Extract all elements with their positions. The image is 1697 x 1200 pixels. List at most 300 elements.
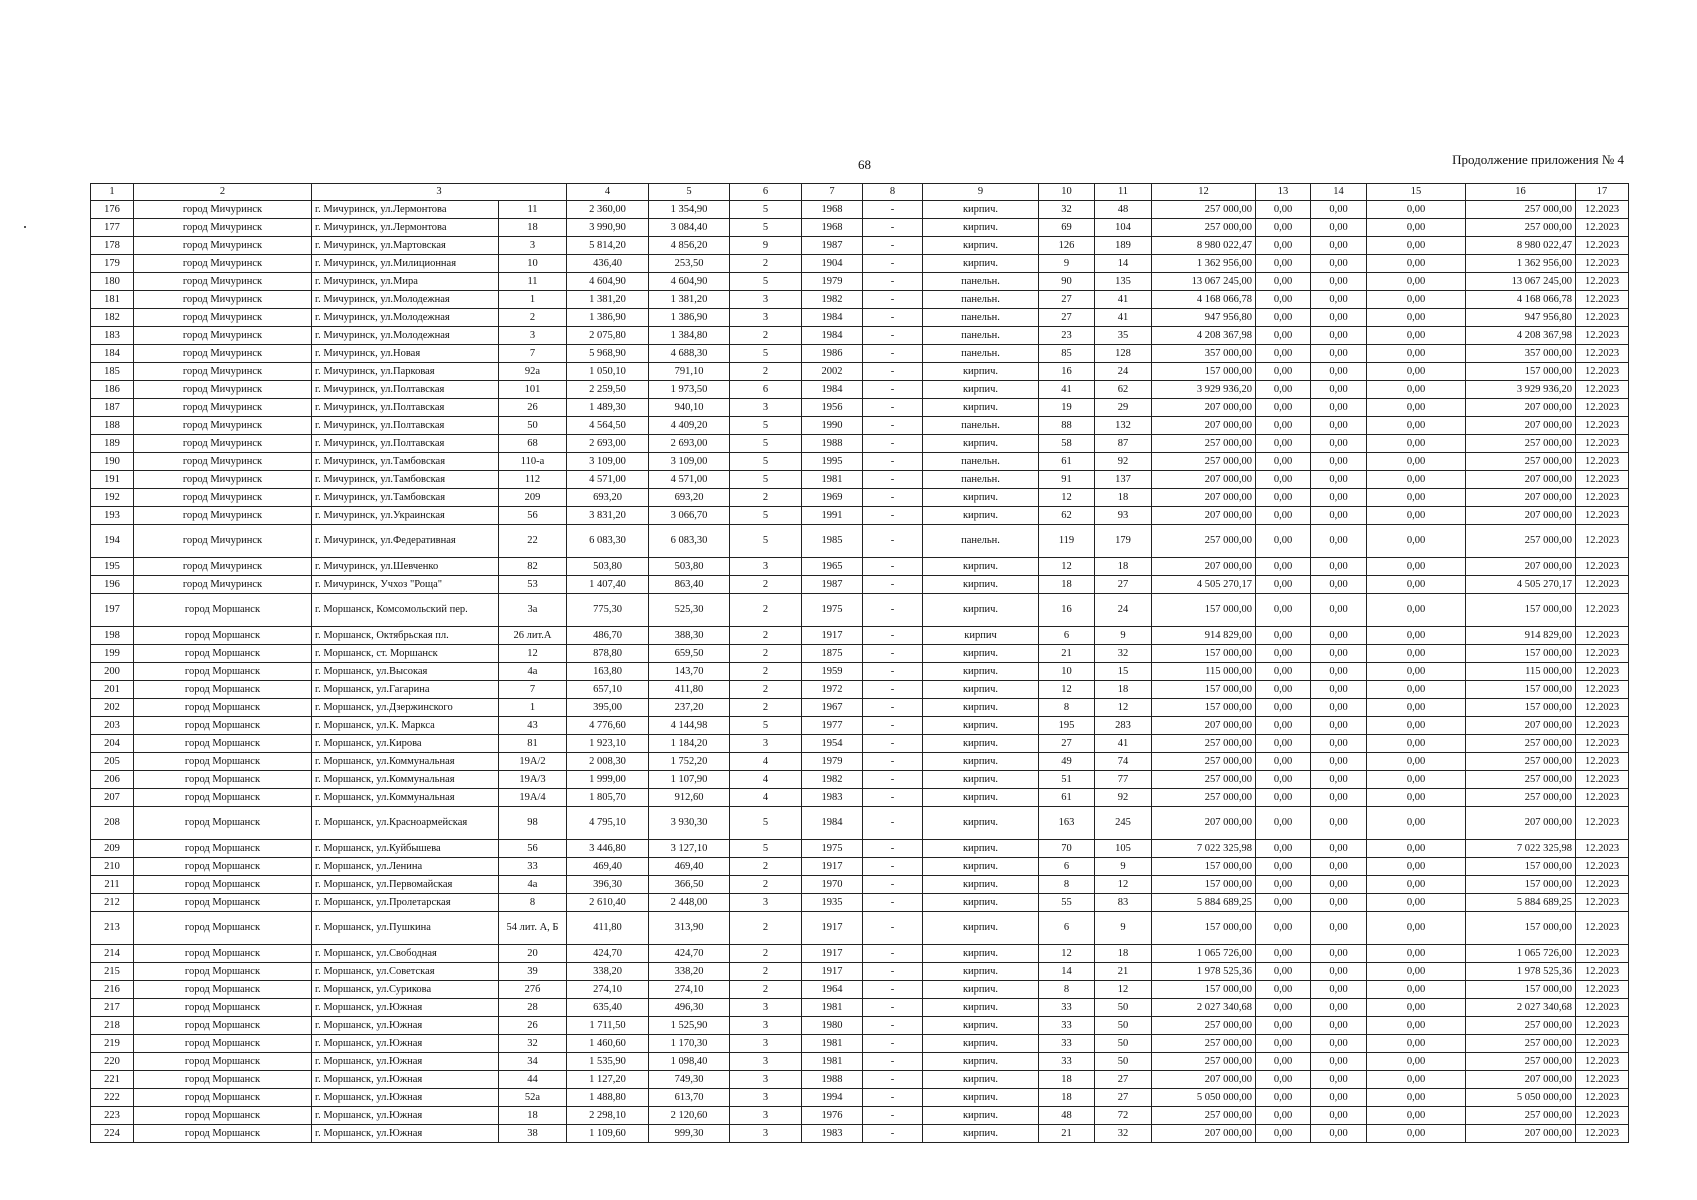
- cell-house-number: 10: [499, 255, 567, 273]
- cell-total-area: 274,10: [567, 981, 649, 999]
- cell-municipality: город Мичуринск: [134, 291, 312, 309]
- cell-apartments: 61: [1039, 453, 1095, 471]
- cell-apartments: 91: [1039, 471, 1095, 489]
- cell-completion-date: 12.2023: [1576, 981, 1629, 999]
- cell-cost-regional: 0,00: [1311, 291, 1367, 309]
- cell-completion-date: 12.2023: [1576, 525, 1629, 558]
- cell-apartments: 55: [1039, 894, 1095, 912]
- cell-floors: 5: [730, 471, 802, 489]
- cell-cost-regional: 0,00: [1311, 1017, 1367, 1035]
- cell-total-area: 5 814,20: [567, 237, 649, 255]
- cell-row-number: 195: [91, 558, 134, 576]
- cell-municipality: город Мичуринск: [134, 237, 312, 255]
- cell-apartments: 90: [1039, 273, 1095, 291]
- column-header: 1: [91, 184, 134, 201]
- cell-address: г. Моршанск, ул.Южная: [312, 1071, 499, 1089]
- cell-row-number: 194: [91, 525, 134, 558]
- cell-cost-regional: 0,00: [1311, 273, 1367, 291]
- table-body: [91, 201, 1629, 1143]
- cell-year-built: 1875: [802, 645, 863, 663]
- cell-year-renovated: -: [863, 576, 923, 594]
- cell-address: г. Мичуринск, ул.Украинская: [312, 507, 499, 525]
- column-header: 7: [802, 184, 863, 201]
- cell-apartments: 32: [1039, 201, 1095, 219]
- cell-year-built: 1991: [802, 507, 863, 525]
- column-header: 2: [134, 184, 312, 201]
- cell-house-number: 19А/3: [499, 771, 567, 789]
- cell-cost-federal: 0,00: [1256, 594, 1311, 627]
- cell-house-number: 56: [499, 840, 567, 858]
- cell-total-area: 1 460,60: [567, 1035, 649, 1053]
- cell-cost-regional: 0,00: [1311, 255, 1367, 273]
- table-row: [91, 840, 1629, 858]
- cell-address: г. Мичуринск, ул.Молодежная: [312, 309, 499, 327]
- cell-floors: 3: [730, 1017, 802, 1035]
- cell-year-renovated: -: [863, 345, 923, 363]
- cell-wall-material: кирпич.: [923, 789, 1039, 807]
- cell-house-number: 19А/2: [499, 753, 567, 771]
- cell-completion-date: 12.2023: [1576, 876, 1629, 894]
- cell-total-area: 163,80: [567, 663, 649, 681]
- cell-house-number: 3а: [499, 594, 567, 627]
- cell-cost-total: 1 362 956,00: [1152, 255, 1256, 273]
- cell-row-number: 193: [91, 507, 134, 525]
- cell-cost-local: 0,00: [1367, 1017, 1466, 1035]
- cell-living-area: 4 856,20: [649, 237, 730, 255]
- cell-cost-owners: 257 000,00: [1466, 1053, 1576, 1071]
- cell-year-built: 1987: [802, 237, 863, 255]
- cell-house-number: 110-а: [499, 453, 567, 471]
- cell-residents: 83: [1095, 894, 1152, 912]
- cell-cost-total: 257 000,00: [1152, 753, 1256, 771]
- cell-floors: 9: [730, 237, 802, 255]
- cell-cost-owners: 257 000,00: [1466, 753, 1576, 771]
- cell-cost-owners: 947 956,80: [1466, 309, 1576, 327]
- cell-house-number: 7: [499, 681, 567, 699]
- cell-residents: 29: [1095, 399, 1152, 417]
- cell-year-renovated: -: [863, 327, 923, 345]
- cell-year-built: 1984: [802, 381, 863, 399]
- table-row: [91, 945, 1629, 963]
- page-number: 68: [858, 157, 871, 172]
- cell-wall-material: кирпич.: [923, 663, 1039, 681]
- cell-cost-total: 157 000,00: [1152, 912, 1256, 945]
- table-row: [91, 894, 1629, 912]
- cell-total-area: 3 831,20: [567, 507, 649, 525]
- cell-year-renovated: -: [863, 471, 923, 489]
- cell-house-number: 39: [499, 963, 567, 981]
- cell-total-area: 2 610,40: [567, 894, 649, 912]
- cell-completion-date: 12.2023: [1576, 771, 1629, 789]
- cell-cost-owners: 4 208 367,98: [1466, 327, 1576, 345]
- cell-cost-total: 1 978 525,36: [1152, 963, 1256, 981]
- cell-address: г. Мичуринск, ул.Мартовская: [312, 237, 499, 255]
- cell-cost-owners: 207 000,00: [1466, 1125, 1576, 1143]
- cell-floors: 2: [730, 627, 802, 645]
- cell-floors: 5: [730, 273, 802, 291]
- cell-cost-federal: 0,00: [1256, 309, 1311, 327]
- cell-address: г. Моршанск, ул.Коммунальная: [312, 753, 499, 771]
- cell-year-built: 1981: [802, 999, 863, 1017]
- cell-year-renovated: -: [863, 1071, 923, 1089]
- cell-cost-owners: 8 980 022,47: [1466, 237, 1576, 255]
- cell-apartments: 6: [1039, 858, 1095, 876]
- column-header: 10: [1039, 184, 1095, 201]
- cell-year-renovated: -: [863, 273, 923, 291]
- cell-completion-date: 12.2023: [1576, 1071, 1629, 1089]
- cell-living-area: 3 109,00: [649, 453, 730, 471]
- cell-cost-owners: 157 000,00: [1466, 858, 1576, 876]
- register-table: [90, 183, 1629, 1143]
- cell-completion-date: 12.2023: [1576, 963, 1629, 981]
- cell-cost-federal: 0,00: [1256, 963, 1311, 981]
- cell-row-number: 223: [91, 1107, 134, 1125]
- cell-cost-regional: 0,00: [1311, 327, 1367, 345]
- cell-cost-regional: 0,00: [1311, 912, 1367, 945]
- header-row: [91, 184, 1629, 201]
- cell-cost-total: 157 000,00: [1152, 594, 1256, 627]
- cell-year-built: 1979: [802, 753, 863, 771]
- cell-row-number: 198: [91, 627, 134, 645]
- table-row: [91, 1125, 1629, 1143]
- cell-residents: 132: [1095, 417, 1152, 435]
- cell-apartments: 33: [1039, 1017, 1095, 1035]
- cell-apartments: 85: [1039, 345, 1095, 363]
- cell-cost-total: 914 829,00: [1152, 627, 1256, 645]
- cell-residents: 32: [1095, 645, 1152, 663]
- cell-cost-regional: 0,00: [1311, 453, 1367, 471]
- cell-year-renovated: -: [863, 753, 923, 771]
- cell-completion-date: 12.2023: [1576, 699, 1629, 717]
- cell-year-built: 1981: [802, 1035, 863, 1053]
- cell-apartments: 21: [1039, 1125, 1095, 1143]
- cell-address: г. Моршанск, ул.Высокая: [312, 663, 499, 681]
- cell-cost-federal: 0,00: [1256, 735, 1311, 753]
- cell-total-area: 2 008,30: [567, 753, 649, 771]
- table-row: [91, 471, 1629, 489]
- cell-wall-material: панельн.: [923, 417, 1039, 435]
- cell-municipality: город Моршанск: [134, 912, 312, 945]
- cell-wall-material: панельн.: [923, 291, 1039, 309]
- cell-address: г. Моршанск, ул.Советская: [312, 963, 499, 981]
- cell-row-number: 189: [91, 435, 134, 453]
- cell-completion-date: 12.2023: [1576, 645, 1629, 663]
- cell-municipality: город Мичуринск: [134, 576, 312, 594]
- cell-address: г. Моршанск, ул.Коммунальная: [312, 771, 499, 789]
- cell-floors: 2: [730, 699, 802, 717]
- cell-cost-federal: 0,00: [1256, 681, 1311, 699]
- cell-house-number: 12: [499, 645, 567, 663]
- cell-row-number: 212: [91, 894, 134, 912]
- cell-cost-federal: 0,00: [1256, 1107, 1311, 1125]
- scan-dot: [24, 226, 26, 228]
- cell-cost-federal: 0,00: [1256, 381, 1311, 399]
- cell-cost-owners: 257 000,00: [1466, 1107, 1576, 1125]
- cell-living-area: 3 066,70: [649, 507, 730, 525]
- cell-municipality: город Мичуринск: [134, 327, 312, 345]
- cell-cost-federal: 0,00: [1256, 753, 1311, 771]
- cell-floors: 5: [730, 345, 802, 363]
- cell-year-renovated: -: [863, 789, 923, 807]
- cell-address: г. Мичуринск, ул.Парковая: [312, 363, 499, 381]
- cell-cost-federal: 0,00: [1256, 663, 1311, 681]
- cell-wall-material: панельн.: [923, 309, 1039, 327]
- cell-residents: 9: [1095, 912, 1152, 945]
- cell-completion-date: 12.2023: [1576, 558, 1629, 576]
- cell-residents: 50: [1095, 1053, 1152, 1071]
- cell-cost-local: 0,00: [1367, 771, 1466, 789]
- cell-year-renovated: -: [863, 999, 923, 1017]
- cell-cost-regional: 0,00: [1311, 525, 1367, 558]
- table-row: [91, 858, 1629, 876]
- cell-year-built: 1983: [802, 789, 863, 807]
- cell-residents: 27: [1095, 1071, 1152, 1089]
- cell-year-renovated: -: [863, 453, 923, 471]
- cell-cost-federal: 0,00: [1256, 453, 1311, 471]
- cell-cost-regional: 0,00: [1311, 699, 1367, 717]
- cell-cost-total: 207 000,00: [1152, 558, 1256, 576]
- cell-cost-federal: 0,00: [1256, 507, 1311, 525]
- cell-year-built: 2002: [802, 363, 863, 381]
- cell-year-renovated: -: [863, 381, 923, 399]
- cell-municipality: город Мичуринск: [134, 309, 312, 327]
- cell-residents: 18: [1095, 681, 1152, 699]
- cell-residents: 77: [1095, 771, 1152, 789]
- table-row: [91, 435, 1629, 453]
- cell-wall-material: панельн.: [923, 525, 1039, 558]
- cell-cost-owners: 257 000,00: [1466, 201, 1576, 219]
- cell-cost-total: 8 980 022,47: [1152, 237, 1256, 255]
- cell-address: г. Моршанск, ул.К. Маркса: [312, 717, 499, 735]
- cell-apartments: 69: [1039, 219, 1095, 237]
- cell-year-renovated: -: [863, 717, 923, 735]
- cell-year-renovated: -: [863, 489, 923, 507]
- cell-floors: 5: [730, 807, 802, 840]
- cell-cost-regional: 0,00: [1311, 435, 1367, 453]
- cell-floors: 2: [730, 576, 802, 594]
- cell-living-area: 2 693,00: [649, 435, 730, 453]
- cell-cost-local: 0,00: [1367, 789, 1466, 807]
- cell-living-area: 424,70: [649, 945, 730, 963]
- cell-living-area: 4 409,20: [649, 417, 730, 435]
- cell-municipality: город Моршанск: [134, 1089, 312, 1107]
- cell-year-renovated: -: [863, 435, 923, 453]
- table-row: [91, 681, 1629, 699]
- cell-municipality: город Моршанск: [134, 1125, 312, 1143]
- cell-completion-date: 12.2023: [1576, 663, 1629, 681]
- cell-cost-owners: 157 000,00: [1466, 876, 1576, 894]
- table-row: [91, 876, 1629, 894]
- cell-cost-total: 257 000,00: [1152, 735, 1256, 753]
- cell-cost-federal: 0,00: [1256, 894, 1311, 912]
- cell-total-area: 2 693,00: [567, 435, 649, 453]
- cell-cost-local: 0,00: [1367, 1107, 1466, 1125]
- cell-wall-material: кирпич.: [923, 201, 1039, 219]
- cell-house-number: 27б: [499, 981, 567, 999]
- cell-cost-total: 157 000,00: [1152, 876, 1256, 894]
- cell-wall-material: панельн.: [923, 273, 1039, 291]
- cell-apartments: 41: [1039, 381, 1095, 399]
- cell-cost-owners: 5 050 000,00: [1466, 1089, 1576, 1107]
- cell-apartments: 126: [1039, 237, 1095, 255]
- cell-residents: 35: [1095, 327, 1152, 345]
- cell-apartments: 195: [1039, 717, 1095, 735]
- cell-row-number: 201: [91, 681, 134, 699]
- cell-apartments: 8: [1039, 699, 1095, 717]
- cell-row-number: 186: [91, 381, 134, 399]
- cell-floors: 2: [730, 945, 802, 963]
- cell-cost-federal: 0,00: [1256, 399, 1311, 417]
- cell-total-area: 1 386,90: [567, 309, 649, 327]
- cell-cost-owners: 157 000,00: [1466, 981, 1576, 999]
- cell-address: г. Мичуринск, ул.Полтавская: [312, 381, 499, 399]
- cell-cost-regional: 0,00: [1311, 1107, 1367, 1125]
- cell-wall-material: кирпич.: [923, 894, 1039, 912]
- column-header: 14: [1311, 184, 1367, 201]
- cell-apartments: 16: [1039, 594, 1095, 627]
- cell-year-built: 1988: [802, 1071, 863, 1089]
- cell-cost-regional: 0,00: [1311, 507, 1367, 525]
- cell-row-number: 211: [91, 876, 134, 894]
- table-row: [91, 645, 1629, 663]
- cell-cost-federal: 0,00: [1256, 807, 1311, 840]
- cell-apartments: 62: [1039, 507, 1095, 525]
- table-row: [91, 291, 1629, 309]
- cell-year-renovated: -: [863, 201, 923, 219]
- table-row: [91, 807, 1629, 840]
- cell-wall-material: кирпич.: [923, 963, 1039, 981]
- cell-living-area: 469,40: [649, 858, 730, 876]
- cell-completion-date: 12.2023: [1576, 471, 1629, 489]
- cell-year-renovated: -: [863, 1089, 923, 1107]
- cell-completion-date: 12.2023: [1576, 489, 1629, 507]
- cell-cost-owners: 257 000,00: [1466, 435, 1576, 453]
- cell-cost-owners: 1 362 956,00: [1466, 255, 1576, 273]
- cell-house-number: 22: [499, 525, 567, 558]
- cell-house-number: 7: [499, 345, 567, 363]
- cell-floors: 3: [730, 1125, 802, 1143]
- cell-cost-owners: 157 000,00: [1466, 363, 1576, 381]
- cell-wall-material: панельн.: [923, 471, 1039, 489]
- cell-year-renovated: -: [863, 912, 923, 945]
- cell-apartments: 6: [1039, 627, 1095, 645]
- cell-cost-federal: 0,00: [1256, 435, 1311, 453]
- cell-year-renovated: -: [863, 771, 923, 789]
- cell-address: г. Моршанск, ул.Южная: [312, 1035, 499, 1053]
- cell-cost-local: 0,00: [1367, 858, 1466, 876]
- cell-floors: 5: [730, 435, 802, 453]
- cell-total-area: 1 050,10: [567, 363, 649, 381]
- cell-living-area: 2 448,00: [649, 894, 730, 912]
- cell-year-renovated: -: [863, 1107, 923, 1125]
- table-row: [91, 771, 1629, 789]
- cell-apartments: 12: [1039, 945, 1095, 963]
- cell-total-area: 775,30: [567, 594, 649, 627]
- cell-apartments: 61: [1039, 789, 1095, 807]
- cell-year-built: 1959: [802, 663, 863, 681]
- cell-floors: 2: [730, 681, 802, 699]
- cell-total-area: 436,40: [567, 255, 649, 273]
- cell-total-area: 5 968,90: [567, 345, 649, 363]
- cell-year-renovated: -: [863, 681, 923, 699]
- cell-cost-federal: 0,00: [1256, 912, 1311, 945]
- cell-municipality: город Моршанск: [134, 807, 312, 840]
- cell-cost-regional: 0,00: [1311, 981, 1367, 999]
- cell-total-area: 338,20: [567, 963, 649, 981]
- cell-cost-owners: 5 884 689,25: [1466, 894, 1576, 912]
- cell-row-number: 191: [91, 471, 134, 489]
- cell-cost-local: 0,00: [1367, 594, 1466, 627]
- cell-cost-regional: 0,00: [1311, 558, 1367, 576]
- cell-row-number: 213: [91, 912, 134, 945]
- cell-cost-local: 0,00: [1367, 507, 1466, 525]
- cell-cost-regional: 0,00: [1311, 471, 1367, 489]
- cell-year-renovated: -: [863, 894, 923, 912]
- cell-total-area: 1 109,60: [567, 1125, 649, 1143]
- cell-cost-total: 357 000,00: [1152, 345, 1256, 363]
- column-header: 6: [730, 184, 802, 201]
- cell-year-built: 1917: [802, 945, 863, 963]
- cell-wall-material: кирпич.: [923, 735, 1039, 753]
- cell-municipality: город Моршанск: [134, 681, 312, 699]
- cell-residents: 27: [1095, 576, 1152, 594]
- cell-floors: 5: [730, 201, 802, 219]
- cell-apartments: 8: [1039, 876, 1095, 894]
- cell-residents: 135: [1095, 273, 1152, 291]
- cell-cost-owners: 257 000,00: [1466, 735, 1576, 753]
- cell-apartments: 23: [1039, 327, 1095, 345]
- cell-row-number: 209: [91, 840, 134, 858]
- cell-cost-owners: 207 000,00: [1466, 417, 1576, 435]
- cell-cost-owners: 157 000,00: [1466, 912, 1576, 945]
- table-row: [91, 363, 1629, 381]
- cell-year-built: 1976: [802, 1107, 863, 1125]
- cell-cost-local: 0,00: [1367, 417, 1466, 435]
- cell-year-built: 1969: [802, 489, 863, 507]
- cell-cost-regional: 0,00: [1311, 645, 1367, 663]
- table-row: [91, 219, 1629, 237]
- cell-floors: 2: [730, 255, 802, 273]
- cell-wall-material: кирпич.: [923, 840, 1039, 858]
- cell-living-area: 3 127,10: [649, 840, 730, 858]
- cell-living-area: 525,30: [649, 594, 730, 627]
- cell-municipality: город Моршанск: [134, 1035, 312, 1053]
- cell-year-built: 1984: [802, 327, 863, 345]
- cell-row-number: 215: [91, 963, 134, 981]
- cell-cost-total: 207 000,00: [1152, 489, 1256, 507]
- cell-floors: 2: [730, 363, 802, 381]
- cell-cost-federal: 0,00: [1256, 327, 1311, 345]
- table-row: [91, 699, 1629, 717]
- cell-residents: 41: [1095, 735, 1152, 753]
- cell-floors: 2: [730, 912, 802, 945]
- cell-floors: 5: [730, 717, 802, 735]
- table-row: [91, 417, 1629, 435]
- cell-year-built: 1935: [802, 894, 863, 912]
- column-header: 11: [1095, 184, 1152, 201]
- cell-municipality: город Моршанск: [134, 999, 312, 1017]
- cell-cost-regional: 0,00: [1311, 840, 1367, 858]
- cell-cost-total: 257 000,00: [1152, 1035, 1256, 1053]
- cell-living-area: 1 107,90: [649, 771, 730, 789]
- cell-municipality: город Моршанск: [134, 771, 312, 789]
- cell-row-number: 176: [91, 201, 134, 219]
- cell-cost-owners: 257 000,00: [1466, 771, 1576, 789]
- cell-total-area: 1 488,80: [567, 1089, 649, 1107]
- cell-residents: 104: [1095, 219, 1152, 237]
- table-row: [91, 594, 1629, 627]
- cell-municipality: город Моршанск: [134, 1017, 312, 1035]
